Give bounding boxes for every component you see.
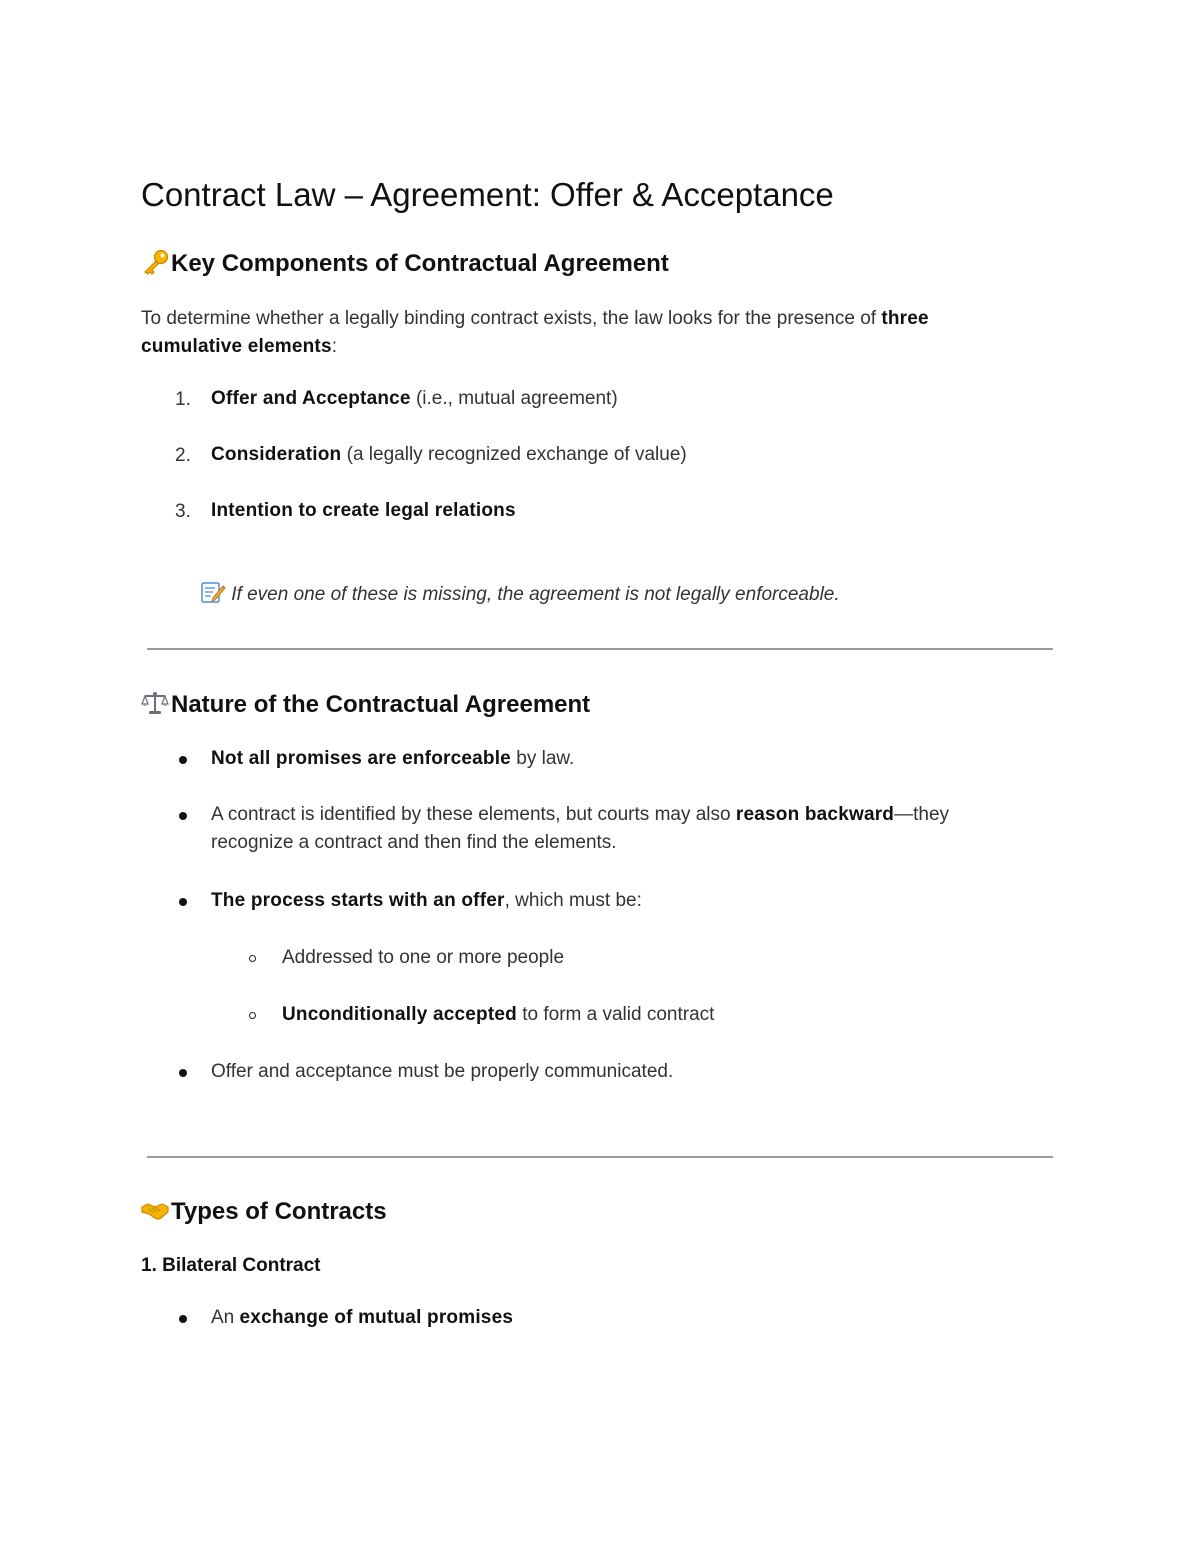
bullet-dot [179, 756, 187, 764]
intro-paragraph [141, 305, 929, 361]
intro-bold-cumulative: cumulative elements [141, 336, 332, 357]
bullet-text: A contract is identified by these elements, but courts may also [211, 804, 736, 825]
list-number: 3. [175, 501, 191, 522]
bullet-item-not-all-promises [211, 745, 574, 773]
note-callout [200, 580, 840, 606]
bullet-item-communicated: Offer and acceptance must be properly communicated. [211, 1061, 674, 1082]
bullet-text: An [211, 1307, 240, 1328]
section-heading-nature [141, 690, 590, 719]
list-number: 1. [175, 389, 191, 410]
sub-bullet-circle [249, 1012, 256, 1019]
section-heading-text: Key Components of Contractual Agreement [171, 250, 669, 277]
bullet-bold: exchange of mutual promises [239, 1307, 514, 1328]
intro-text: To determine whether a legally binding contract exists, the law looks for the presence of [141, 308, 882, 329]
bullet-bold: Not all promises are enforceable [211, 748, 511, 769]
bullet-item-process-starts [211, 887, 642, 915]
list-item-bold: Offer and Acceptance [211, 388, 411, 409]
handshake-icon [141, 1197, 171, 1226]
sub-item-unconditionally [282, 1004, 714, 1026]
memo-icon [200, 584, 231, 605]
list-item-consideration [211, 441, 687, 469]
section-heading-text: Nature of the Contractual Agreement [171, 691, 591, 718]
sub-item-bold: Unconditionally accepted [282, 1004, 517, 1025]
list-item-text: (a legally recognized exchange of value) [341, 444, 687, 465]
intro-bold-three: three [881, 308, 929, 329]
note-text: If even one of these is missing, the agreement is not legally enforceable. [231, 584, 840, 605]
bullet-text: by law. [510, 748, 575, 769]
list-item-bold: Intention to create legal relations [211, 500, 516, 521]
bullet-item-mutual-promises [211, 1304, 513, 1332]
horizontal-rule [147, 1156, 1053, 1158]
section-heading-key-components [141, 249, 669, 278]
bullet-dot [179, 1069, 187, 1077]
horizontal-rule [147, 648, 1053, 650]
bullet-text: —they [894, 804, 950, 825]
subheading-bilateral: 1. Bilateral Contract [141, 1255, 321, 1276]
bullet-bold: reason backward [735, 804, 895, 825]
sub-item-addressed: Addressed to one or more people [282, 947, 565, 968]
sub-item-text: to form a valid contract [516, 1004, 715, 1025]
key-icon [141, 249, 171, 278]
bullet-item-reason-backward [211, 801, 949, 857]
bullet-text-line2: recognize a contract and then find the elements. [211, 832, 617, 853]
intro-suffix: : [331, 336, 337, 357]
list-item-bold: Consideration [211, 444, 342, 465]
section-heading-text: Types of Contracts [171, 1198, 387, 1225]
bullet-dot [179, 898, 187, 906]
scales-icon [141, 690, 171, 719]
list-number: 2. [175, 445, 191, 466]
bullet-dot [179, 1315, 187, 1323]
list-item-text: (i.e., mutual agreement) [410, 388, 618, 409]
bullet-text: , which must be: [504, 890, 642, 911]
sub-bullet-circle [249, 955, 256, 962]
bullet-dot [179, 812, 187, 820]
list-item-intention [211, 497, 516, 525]
list-item-offer-acceptance [211, 385, 618, 413]
bullet-bold: The process starts with an offer [211, 890, 505, 911]
section-heading-types [141, 1197, 387, 1226]
page-title: Contract Law – Agreement: Offer & Acceptance [141, 176, 834, 213]
